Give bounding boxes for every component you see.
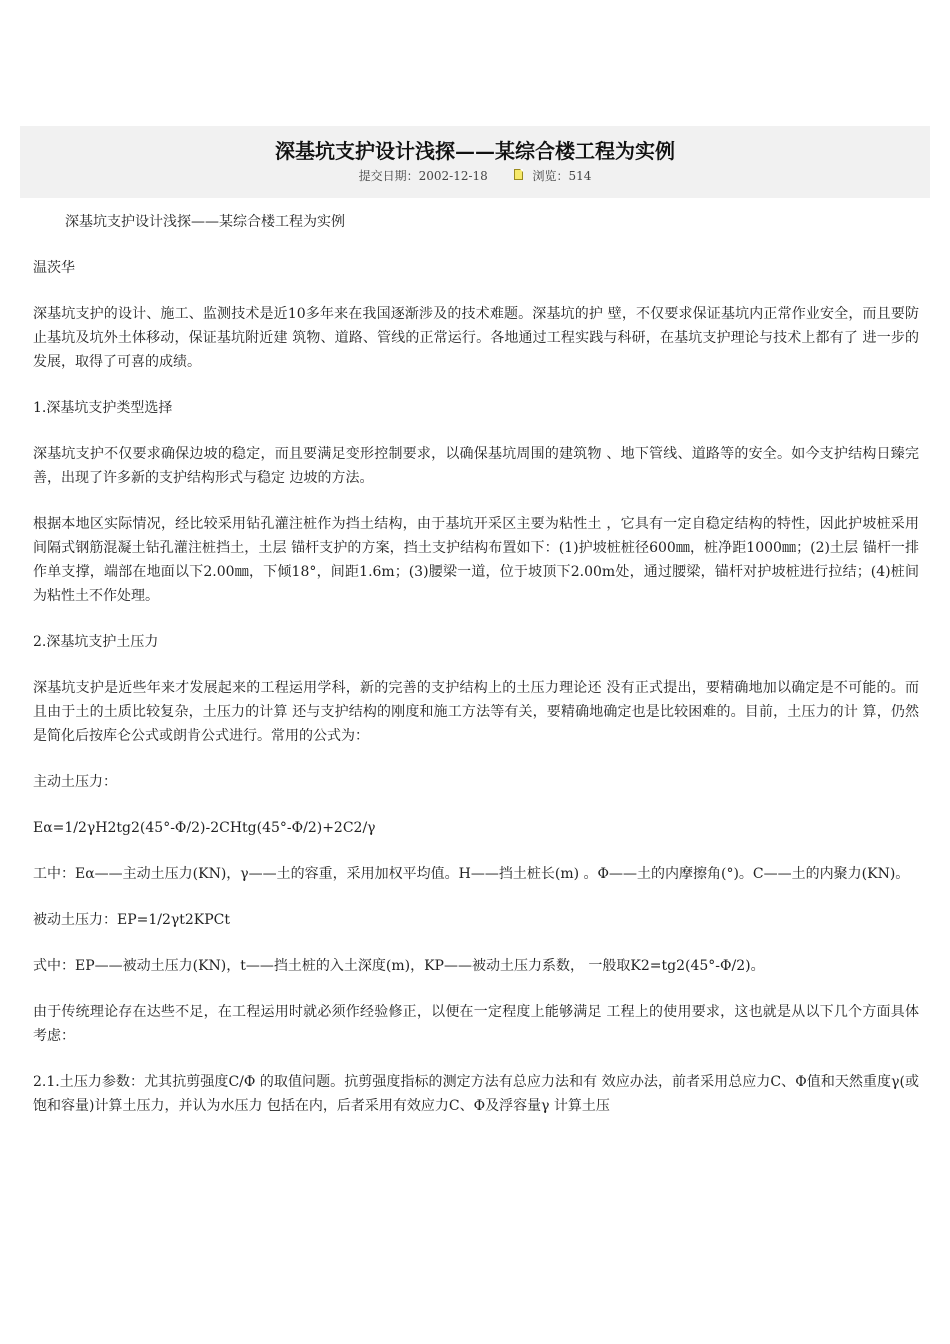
formula-passive: 被动土压力：EP=1/2γt2KPCt — [33, 912, 231, 928]
article-meta — [20, 167, 930, 184]
article-header — [20, 126, 930, 198]
paragraph: 深基坑支护不仅要求确保边坡的稳定，而且要满足变形控制要求，以确保基坑周围的建筑物 、地下管线、道路等的安全。如今支护结构日臻完善，出现了许多新的支护结构形式与稳定 边坡的方法。 — [33, 446, 919, 486]
paragraph: 2.1.土压力参数：尤其抗剪强度C/Φ 的取值问题。抗剪强度指标的测定方法有总应力法和有 效应办法，前者采用总应力C、Φ值和天然重度γ(或饱和容量)计算土压力，并认为水压力 包括在内，后者采用有效应力C、Φ及浮容量γ 计算土压 — [33, 1074, 919, 1114]
formula-active: Eα=1/2γH2tg2(45°-Φ/2)-2CHtg(45°-Φ/2)+2C2/γ — [33, 820, 376, 836]
paragraph-intro: 深基坑支护的设计、施工、监测技术是近10多年来在我国逐渐涉及的技术难题。深基坑的护 壁，不仅要求保证基坑内正常作业安全，而且要防止基坑及坑外土体移动，保证基坑附近建 筑物、道路、管线的正常运行。各地通过工程实践与科研，在基坑支护理论与技术上都有了 进一步的发展，取得了可喜的成绩。 — [33, 306, 919, 370]
section-heading-1: 1.深基坑支护类型选择 — [33, 400, 173, 416]
subtitle-repeat: 深基坑支护设计浅探——某综合楼工程为实例 — [65, 214, 345, 230]
article-title: 深基坑支护设计浅探——某综合楼工程为实例 — [275, 139, 675, 163]
author: 温茨华 — [33, 260, 75, 276]
formula-label-active: 主动土压力： — [33, 774, 117, 790]
view-count: 浏览：514 — [532, 169, 592, 183]
paragraph: 由于传统理论存在达些不足，在工程运用时就必须作经验修正，以便在一定程度上能够满足 工程上的使用要求，这也就是从以下几个方面具体考虑： — [33, 1004, 919, 1044]
section-heading-2: 2.深基坑支护土压力 — [33, 634, 159, 650]
submit-date: 提交日期：2002-12-18 — [358, 169, 488, 183]
formula-legend-active: 工中：Eα——主动土压力(KN)，γ——土的容重，采用加权平均值。H——挡土桩长(m) 。Φ——土的内摩擦角(°)。C——土的内聚力(KN)。 — [33, 866, 910, 882]
formula-legend-passive: 式中：EP——被动土压力(KN)，t——挡土桩的入土深度(m)，KP——被动土压力系数， 一般取K2=tg2(45°-Φ/2)。 — [33, 958, 765, 974]
article-body — [33, 210, 919, 1140]
document-icon — [514, 169, 523, 180]
paragraph: 根据本地区实际情况，经比较采用钻孔灌注桩作为挡土结构，由于基坑开采区主要为粘性土 ，它具有一定自稳定结构的特性，因此护坡桩采用间隔式钢筋混凝土钻孔灌注桩挡土，土层 锚杆支护的方案，挡土支护结构布置如下：(1)护坡桩桩径600㎜，桩净距1000㎜；(2)土层 锚杆一排作单支撑，端部在地面以下2.00㎜，下倾18°，间距1.6m；(3)腰梁一道，位于坡顶下2.00m处，通过腰梁，锚杆对护坡桩进行拉结；(4)桩间为粘性土不作处理。 — [33, 516, 919, 604]
paragraph: 深基坑支护是近些年来才发展起来的工程运用学科，新的完善的支护结构上的土压力理论还 没有正式提出，要精确地加以确定是不可能的。而且由于土的土质比较复杂，土压力的计算 还与支护结构的刚度和施工方法等有关，要精确地确定也是比较困难的。目前，土压力的计 算，仍然是简化后按库仑公式或朗肯公式进行。常用的公式为： — [33, 680, 919, 744]
